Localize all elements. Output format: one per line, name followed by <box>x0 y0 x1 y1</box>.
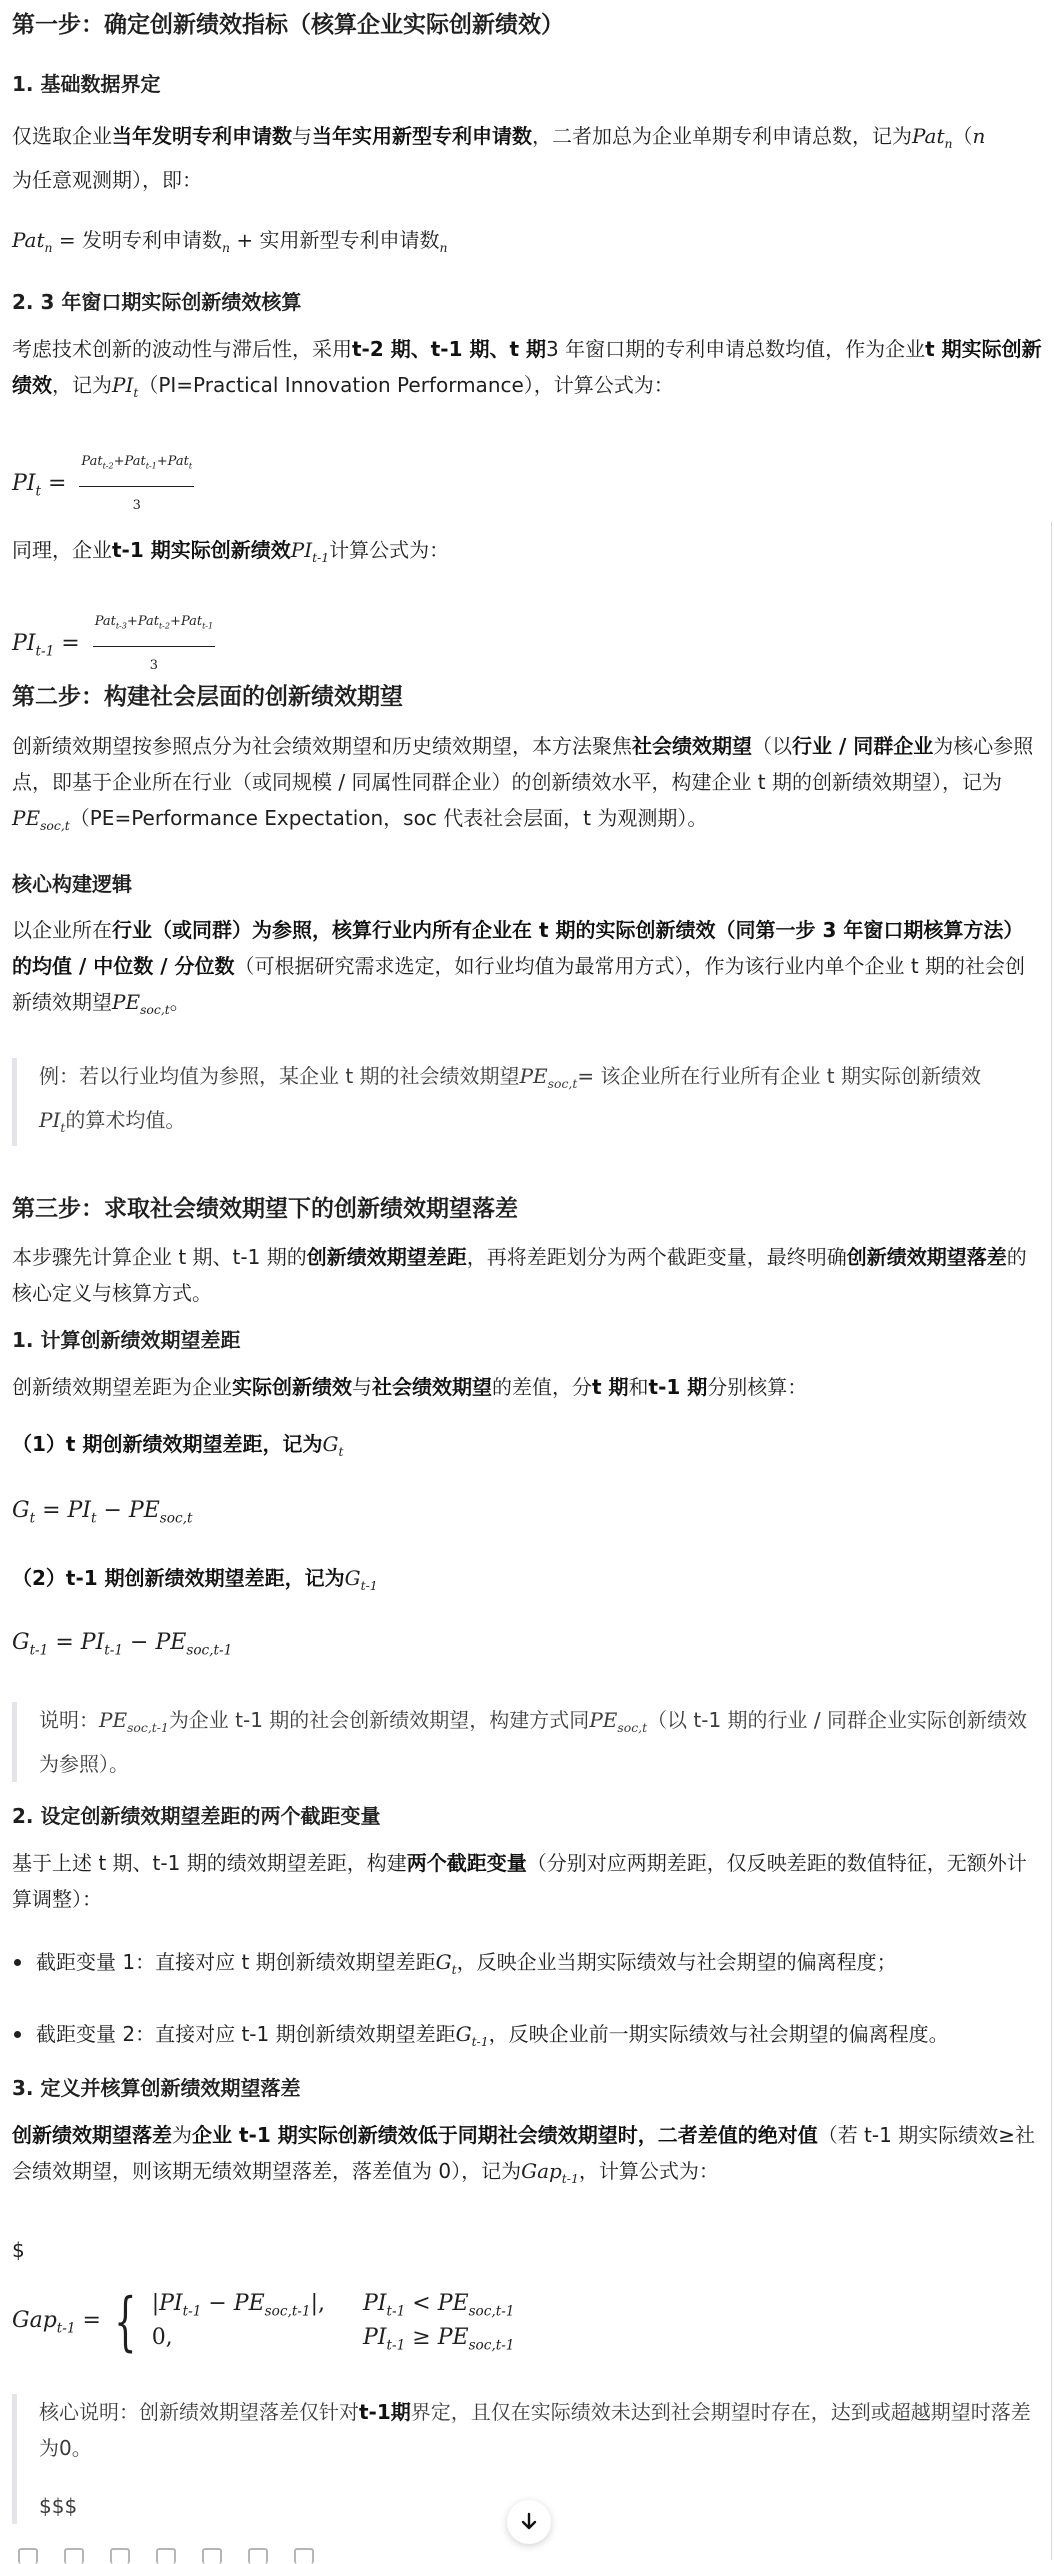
note-quote <box>12 1702 1042 1782</box>
equation-g-t-1: $G_{t-1} = PI_{t-1} - PE_{soc,t-1}$ <box>12 1630 233 1659</box>
more-icon[interactable] <box>294 2548 314 2564</box>
equation-pat-n: Pat$_n$ = 发明专利申请数$_n$ + 实用新型专利申请数$_n$ <box>12 228 448 255</box>
triple-dollar: $$$ <box>39 2494 78 2518</box>
step3-heading-intercepts: 2. 设定创新绩效期望差距的两个截距变量 <box>12 1804 381 1828</box>
list-item: 截距变量 1：直接对应 t 期创新绩效期望差距$G_t$，反映企业当期实际绩效与社会期望的偏离程度； <box>12 1944 1042 1988</box>
heading-gap-t: （1）t 期创新绩效期望差距，记为$G_t$ <box>12 1432 344 1459</box>
step3-paragraph-3: 基于上述 t 期、t-1 期的绩效期望差距，构建两个截距变量（分别对应两期差距，仅反映差距的数值特征，无额外计算调整）： <box>12 1851 1027 1911</box>
list-item: 截距变量 2：直接对应 t-1 期创新绩效期望差距$G_{t-1}$，反映企业前一期实际绩效与社会期望的偏离程度。 <box>12 2016 1042 2060</box>
scroll-rail <box>1051 522 1052 2560</box>
arrow-down-icon <box>520 2512 538 2532</box>
copy-icon[interactable] <box>18 2548 38 2564</box>
scroll-down-button[interactable] <box>507 2500 551 2544</box>
example-quote <box>12 1058 1042 1146</box>
step3-paragraph-1: 本步骤先计算企业 t 期、t-1 期的创新绩效期望差距，再将差距划分为两个截距变量，最终明确创新绩效期望落差的核心定义与核算方式。 <box>12 1245 1027 1305</box>
step2-paragraph-1: 创新绩效期望按参照点分为社会绩效期望和历史绩效期望，本方法聚焦社会绩效期望（以行业 / 同群企业为核心参照点，即基于企业所在行业（或同规模 / 同属性同群企业）的创新绩效水平，构建企业 t 期的创新绩效期望），记为$PE_{soc,t}(PE=Performance$ Expectation，soc 代表社会层面，t 为观测期）。 <box>12 734 1034 833</box>
thumbs-down-icon[interactable] <box>202 2548 222 2564</box>
thumbs-up-icon[interactable] <box>156 2548 176 2564</box>
step1-heading-window: 2. 3 年窗口期实际创新绩效核算 <box>12 290 302 314</box>
equation-g-t: $G_t = PI_t - PE_{soc,t}$ <box>12 1498 193 1527</box>
note-quote-text: 说明：$PE_{soc,t-1}$为企业 t-1 期的社会创新绩效期望，构建方式同$PE_{soc,t}$（以 t-1 期的行业 / 同群企业实际创新绩效为参照）。 <box>39 1708 1028 1776</box>
example-quote-text: 例：若以行业均值为参照，某企业 t 期的社会绩效期望$PE_{soc,t}=$ 该企业所在行业所有企业 t 期实际创新绩效 $PI_t$的算术均值。 <box>39 1064 981 1135</box>
step2-heading-core-logic: 核心构建逻辑 <box>12 872 132 896</box>
refresh-icon[interactable] <box>64 2548 84 2564</box>
step3-paragraph-2: 创新绩效期望差距为企业实际创新绩效与社会绩效期望的差值，分t 期和t-1 期分别核算： <box>12 1375 808 1399</box>
step2-title: 第二步：构建社会层面的创新绩效期望 <box>12 684 403 710</box>
step1-heading-basic-data: 1. 基础数据界定 <box>12 72 161 96</box>
step3-title: 第三步：求取社会绩效期望下的创新绩效期望落差 <box>12 1196 518 1222</box>
step1-title: 第一步：确定创新绩效指标（核算企业实际创新绩效） <box>12 12 564 38</box>
core-note-text: 核心说明：创新绩效期望落差仅针对t-1期界定，且仅在实际绩效未达到社会期望时存在，达到或超越期望时落差为0。 <box>39 2400 1031 2460</box>
speaker-icon[interactable] <box>110 2548 130 2564</box>
step1-paragraph-2: 考虑技术创新的波动性与滞后性，采用t-2 期、t-1 期、t 期3 年窗口期的专利申请总数均值，作为企业t 期实际创新绩效，记为$PI_t(PI=Practical$ Innovation Performance），计算公式为： <box>12 337 1042 400</box>
message-toolbar <box>18 2548 314 2564</box>
equation-gap: Gap$_{t-1}$ = { $|PI_{t-1} - PE_{soc,t-1}|$, $PI_{t-1} < PE_{soc,t-1}$ 0, $PI_{t-1} \ge PE_{soc,t-1}$ <box>12 2285 515 2359</box>
step1-paragraph-3: 同理，企业t-1 期实际创新绩效$PI_{t-1}$计算公式为： <box>12 538 450 565</box>
dollar-sign: $ <box>12 2238 25 2262</box>
step2-paragraph-2: 以企业所在行业（或同群）为参照，核算行业内所有企业在 t 期的实际创新绩效（同第一步 3 年窗口期核算方法）的均值 / 中位数 / 分位数（可根据研究需求选定，如行业均值为最常用方式），作为该行业内单个企业 t 期的社会创新绩效期望$PE_{soc,t}$。 <box>12 918 1026 1017</box>
share-icon[interactable] <box>248 2548 268 2564</box>
equation-pi-t-1: $PI_{t-1}$ = $\frac{Pat_{t-3}+Pat_{t-2}+Pat_{t-1}}{3}$ <box>12 604 215 684</box>
step3-paragraph-4: 创新绩效期望落差为企业 t-1 期实际创新绩效低于同期社会绩效期望时，二者差值的绝对值（若 t-1 期实际绩效≥社会绩效期望，则该期无绩效期望落差，落差值为 0），记为Gap$_{t-1}$，计算公式为： <box>12 2123 1035 2186</box>
heading-gap-t-1: （2）t-1 期创新绩效期望差距，记为$G_{t-1}$ <box>12 1566 378 1593</box>
step3-heading-gap: 1. 计算创新绩效期望差距 <box>12 1328 241 1352</box>
step3-heading-shortfall: 3. 定义并核算创新绩效期望落差 <box>12 2076 301 2100</box>
intercept-list <box>12 1944 1042 2060</box>
step1-paragraph-1: 仅选取企业当年发明专利申请数与当年实用新型专利申请数，二者加总为企业单期专利申请总数，记为Pat$_n$（n 为任意观测期），即： <box>12 124 986 192</box>
equation-pi-t: $PI_t$ = $\frac{Pat_{t-2}+Pat_{t-1}+Pat_t}{3}$ <box>12 444 194 524</box>
